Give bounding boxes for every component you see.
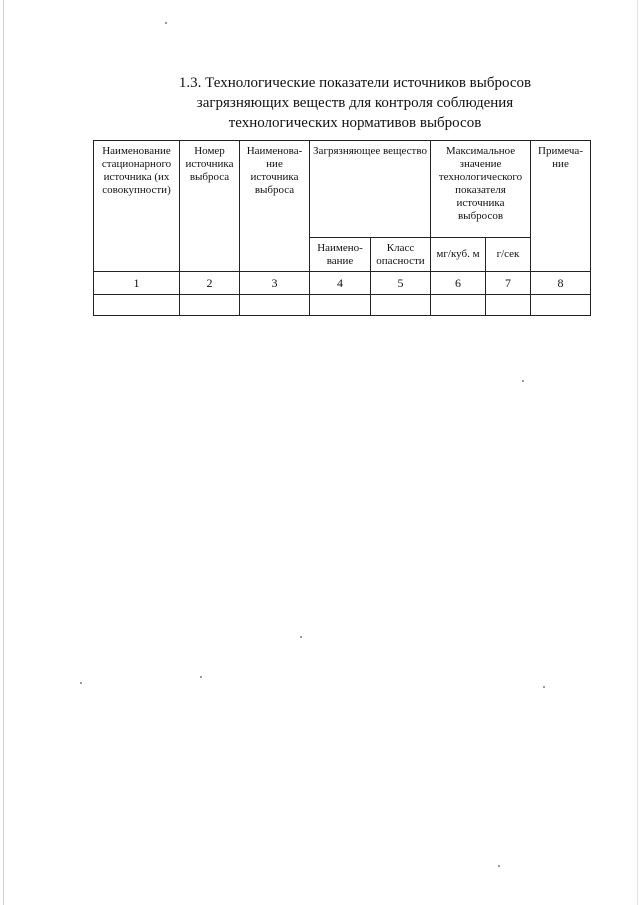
header-unit-mg: мг/куб. м <box>431 238 486 272</box>
column-number-row <box>94 272 591 295</box>
header-note: Примеча-ние <box>531 141 591 272</box>
header-hazard-class: Класс опасности <box>371 238 431 272</box>
header-source-name: Наименование стационарного источника (их совокупности) <box>94 141 180 272</box>
header-emission-source-name: Наименова-ние источника выброса <box>240 141 310 272</box>
column-number: 3 <box>240 272 310 295</box>
section-heading <box>120 73 590 133</box>
table-cell <box>180 295 240 316</box>
scan-left-edge <box>3 0 4 905</box>
scan-speck <box>165 22 167 24</box>
table-cell <box>531 295 591 316</box>
column-number: 8 <box>531 272 591 295</box>
scan-right-edge <box>637 0 638 905</box>
scan-speck <box>200 676 202 678</box>
table-header-row <box>94 141 591 238</box>
column-number: 2 <box>180 272 240 295</box>
table-row <box>94 295 591 316</box>
table-cell <box>94 295 180 316</box>
table-cell <box>486 295 531 316</box>
table-cell <box>310 295 371 316</box>
scan-speck <box>80 682 82 684</box>
emissions-indicators-table <box>93 140 591 316</box>
column-number: 6 <box>431 272 486 295</box>
column-number: 1 <box>94 272 180 295</box>
header-pollutant: Загрязняющее вещество <box>310 141 431 238</box>
scan-speck <box>498 865 500 867</box>
table-cell <box>240 295 310 316</box>
scan-speck <box>522 380 524 382</box>
column-number: 5 <box>371 272 431 295</box>
scan-speck <box>543 686 545 688</box>
column-number: 4 <box>310 272 371 295</box>
header-unit-gs: г/сек <box>486 238 531 272</box>
heading-line-1: 1.3. Технологические показатели источников выбросов <box>178 75 532 91</box>
heading-line-3: технологических нормативов выбросов <box>228 115 482 131</box>
table-cell <box>371 295 431 316</box>
table-cell <box>431 295 486 316</box>
header-pollutant-name: Наимено-вание <box>310 238 371 272</box>
scan-speck <box>300 636 302 638</box>
column-number: 7 <box>486 272 531 295</box>
header-emission-number: Номер источника выброса <box>180 141 240 272</box>
header-max-value: Максимальное значение технологического показателя источника выбросов <box>431 141 531 238</box>
heading-line-2: загрязняющих веществ для контроля соблюдения <box>196 95 514 111</box>
